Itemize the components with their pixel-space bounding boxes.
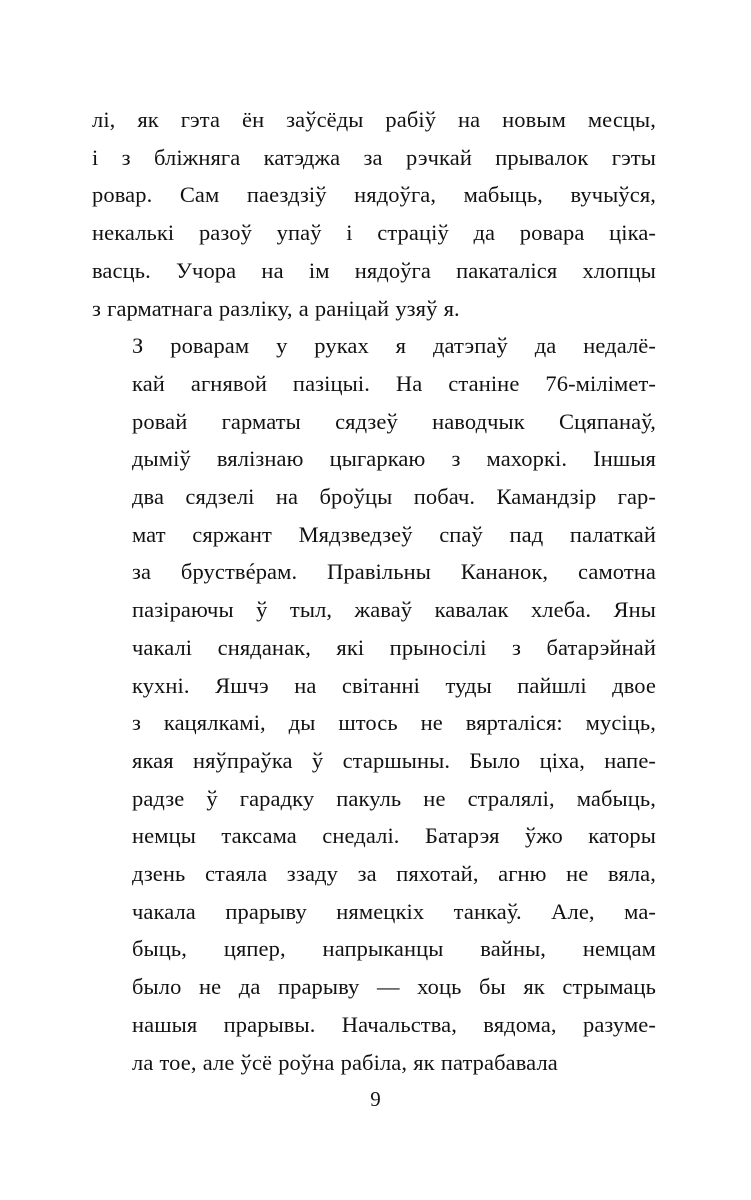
text-line: якая няўпраўка ў старшыны. Было ціха, напе- [132,747,656,773]
paragraph-continued [92,101,656,327]
text-line: ровай гарматы сядзеў наводчык Сцяпанаў, [132,408,656,434]
text-line: чакала прарыву нямецкіх танкаў. Але, ма- [132,898,656,924]
text-line: лі, як гэта ён заўсёды рабіў на новым месцы, [92,107,656,132]
text-line: З роварам у руках я датэпаў да недалё- [132,333,656,359]
text-line: з кацялкамі, ды штось не вярталіся: мусіць, [132,710,656,736]
page-number: 9 [370,1087,381,1111]
text-line: дзень стаяла ззаду за пяхотай, агню не вяла, [132,861,656,887]
text-line: было не да прарыву — хоць бы як стрымаць [132,974,656,1000]
text-line: два сядзелі на броўцы побач. Камандзір гар- [132,484,656,510]
text-line: чакалі сняданак, які прыносілі з батарэйнай [132,634,656,660]
paragraph-second [92,327,656,1081]
text-line: пазіраючы ў тыл, жаваў кавалак хлеба. Яны [132,597,656,623]
text-line: васць. Учора на ім нядоўга пакаталіся хлопцы [92,257,656,283]
text-line: нашыя прарывы. Начальства, вядома, разуме- [132,1011,656,1037]
text-line: кай агнявой пазіцыі. На станіне 76-мілімет- [132,370,656,396]
text-line: з гарматнага разліку, а раніцай узяў я. [92,295,460,321]
text-line: быць, цяпер, напрыканцы вайны, немцам [132,936,656,962]
text-line: ла тое, але ўсё роўна рабіла, як патрабавала [132,1049,558,1075]
text-line: некалькі разоў упаў і страціў да ровара ціка- [92,220,656,246]
text-line: за бруствéрам. Правільны Кананок, самотна [132,559,656,585]
text-line: радзе ў гарадку пакуль не стралялі, мабыць, [132,785,656,811]
text-line: і з бліжняга катэджа за рэчкай прывалок гэты [92,144,656,170]
text-line: мат сяржант Мядзведзеў спаў пад палаткай [132,521,656,547]
text-line: дыміў вялізнаю цыгаркаю з махоркі. Іншыя [132,446,656,472]
page-text-block [92,101,656,1081]
text-line: немцы таксама снедалі. Батарэя ўжо каторы [132,823,656,849]
text-line: ровар. Сам паездзіў нядоўга, мабыць, вучыўся, [92,182,656,208]
text-line: кухні. Яшчэ на світанні туды пайшлі двое [132,672,656,698]
